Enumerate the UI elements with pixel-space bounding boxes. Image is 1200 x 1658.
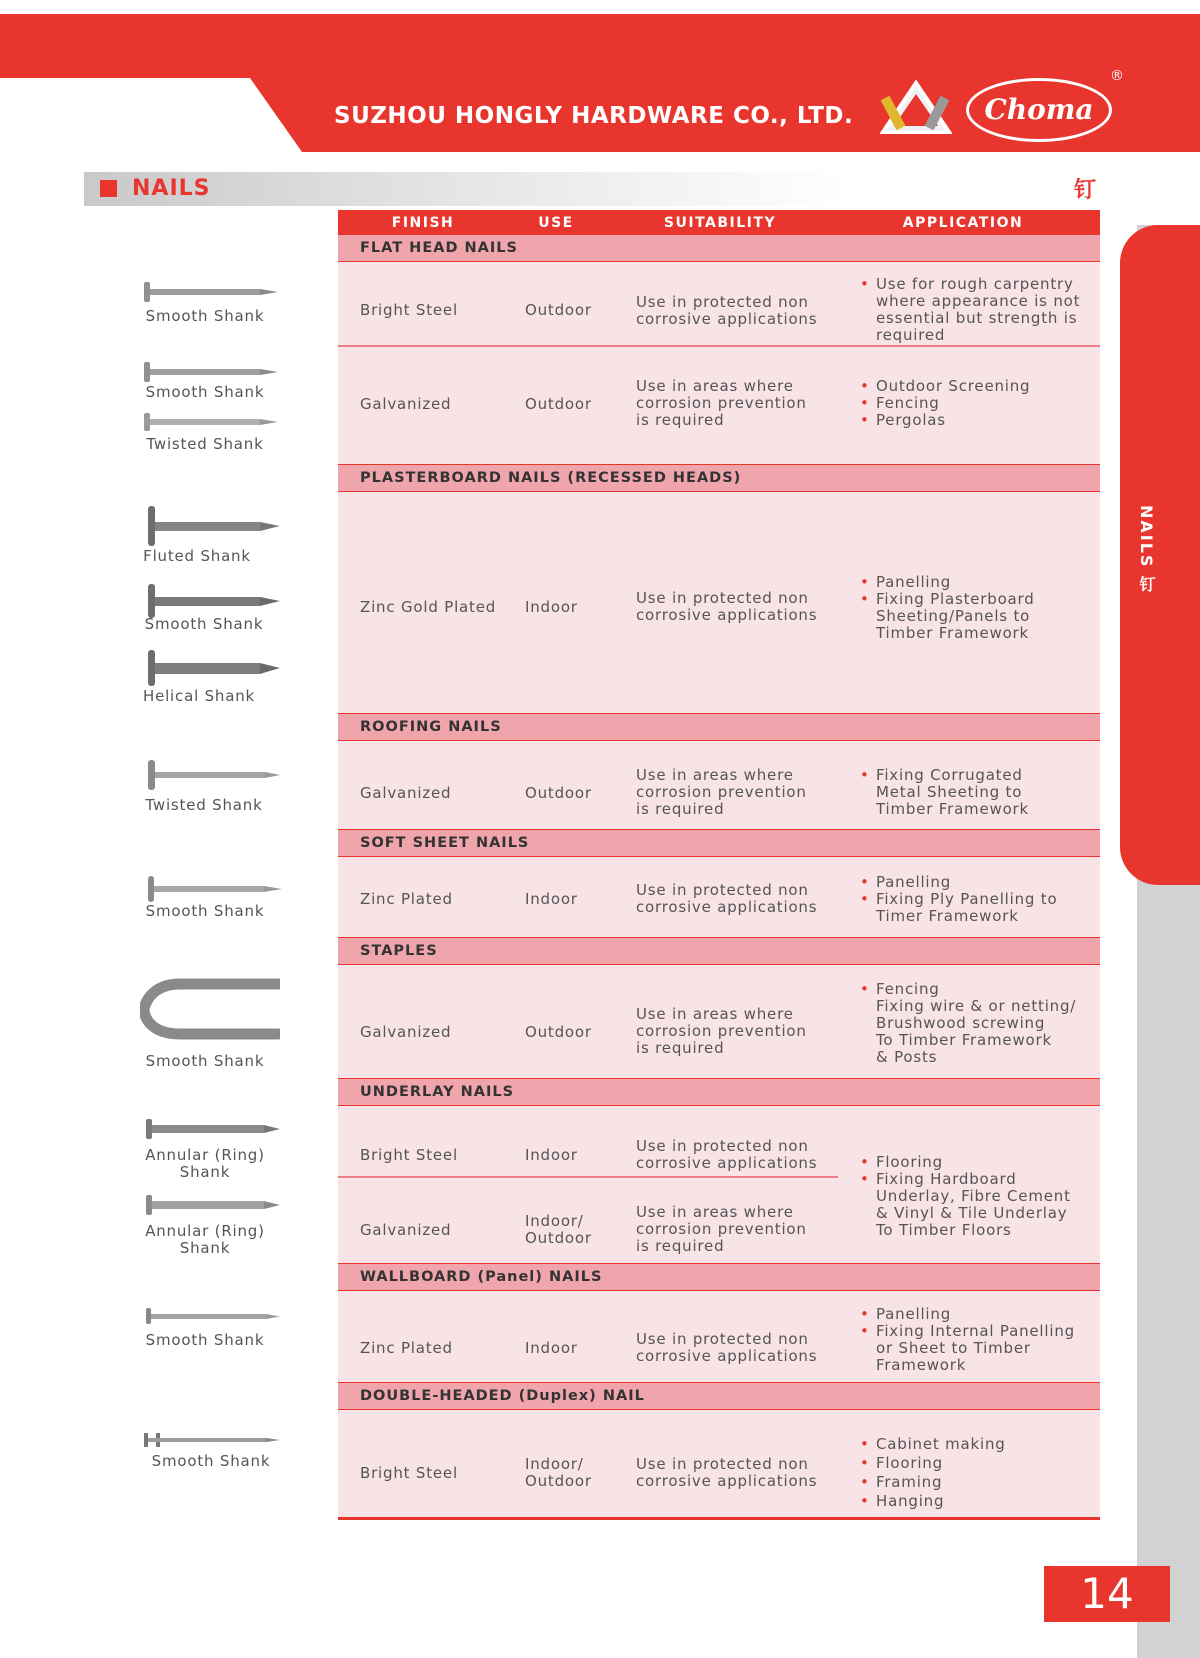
category-title: WALLBOARD (Panel) NAILS — [360, 1269, 603, 1285]
text-line: Outdoor — [525, 1471, 592, 1490]
nail-image — [142, 1118, 282, 1140]
text-line: Use in areas where — [636, 377, 794, 395]
cell-finish: Galvanized — [360, 1023, 452, 1041]
category-band — [338, 234, 1100, 262]
nail-image — [140, 361, 280, 383]
nail-image — [140, 412, 280, 432]
section-title-bar — [84, 172, 1100, 206]
cell-finish: Galvanized — [360, 1221, 452, 1239]
row-divider — [338, 345, 1100, 347]
nail-label: Smooth Shank — [145, 383, 265, 401]
company-name: SUZHOU HONGLY HARDWARE CO., LTD. — [334, 103, 854, 129]
cell-use: Outdoor — [525, 784, 592, 802]
cell-application — [858, 378, 1030, 429]
cell-use: Outdoor — [525, 301, 592, 319]
category-band — [338, 464, 1100, 492]
category-title: UNDERLAY NAILS — [360, 1084, 515, 1100]
table-header — [338, 210, 1100, 234]
cell-application — [858, 1435, 1006, 1511]
application-item: • Flooring — [858, 1454, 1006, 1473]
nail-label: Smooth Shank — [144, 615, 264, 633]
text-line: corrosive applications — [636, 1471, 818, 1490]
text-line: Outdoor — [525, 1228, 592, 1247]
text-line: corrosion prevention — [636, 782, 807, 801]
company-logo-icon — [880, 80, 952, 136]
nail-image — [142, 1431, 282, 1449]
nail-label: Helical Shank — [142, 687, 256, 705]
application-item: required — [876, 326, 946, 344]
cell-finish: Zinc Gold Plated — [360, 598, 497, 616]
application-item: • Fencing — [858, 395, 1030, 412]
application-item: Timer Framework — [876, 907, 1019, 925]
nail-label: Smooth Shank — [145, 307, 265, 325]
text-line: is required — [636, 799, 725, 818]
page-number: 14 — [1080, 1569, 1134, 1618]
header-application: APPLICATION — [902, 215, 1024, 231]
cell-suitability — [636, 1204, 807, 1254]
cell-application — [858, 874, 1057, 925]
application-item: & Posts — [876, 1048, 938, 1066]
application-item: • Hanging — [858, 1492, 1006, 1511]
nail-label: Smooth Shank — [145, 902, 265, 920]
cell-use: Indoor — [525, 1339, 578, 1357]
nail-label: Smooth Shank — [145, 1331, 265, 1349]
cell-application — [858, 1154, 1071, 1239]
text-line: is required — [636, 1236, 725, 1255]
application-item: • Fixing Hardboard — [858, 1171, 1071, 1188]
application-item: essential but strength is — [876, 309, 1078, 327]
nail-label: Fluted Shank — [143, 547, 251, 565]
text-line: corrosion prevention — [636, 393, 807, 412]
application-item: • Panelling — [858, 574, 1035, 591]
staple-image — [140, 976, 280, 1042]
nail-image — [142, 1307, 282, 1325]
nail-label: Annular (Ring) — [145, 1222, 265, 1240]
application-item: • Outdoor Screening — [858, 378, 1030, 395]
cell-suitability — [636, 1331, 817, 1365]
text-line: Use in areas where — [636, 766, 794, 784]
cell-application — [858, 276, 1080, 344]
nail-label: Twisted Shank — [146, 435, 264, 453]
cell-suitability — [636, 1138, 817, 1172]
header-suitability: SUITABILITY — [663, 215, 777, 231]
category-band — [338, 1078, 1100, 1106]
text-line: Use in protected non — [636, 589, 809, 607]
application-item: Brushwood screwing — [876, 1014, 1046, 1032]
text-line: Use in protected non — [636, 1137, 809, 1155]
nail-label: Twisted Shank — [145, 796, 263, 814]
header-band — [0, 14, 1200, 78]
cell-use: Indoor — [525, 598, 578, 616]
cell-application — [858, 1306, 1075, 1374]
application-item: Timber Framework — [876, 624, 1029, 642]
text-line: corrosion prevention — [636, 1021, 807, 1040]
cell-finish: Bright Steel — [360, 301, 458, 319]
nail-image — [140, 280, 280, 304]
cell-use: Indoor — [525, 1146, 578, 1164]
nail-label: Annular (Ring) — [145, 1146, 265, 1164]
category-band — [338, 1382, 1100, 1410]
text-line: corrosive applications — [636, 897, 818, 916]
text-line: Use in protected non — [636, 1455, 809, 1473]
application-item: • Panelling — [858, 874, 1057, 891]
application-item: • Use for rough carpentry — [858, 276, 1080, 293]
cell-finish: Zinc Plated — [360, 890, 453, 908]
application-item: or Sheet to Timber — [876, 1339, 1031, 1357]
application-item: Timber Framework — [876, 800, 1029, 818]
application-item: • Fixing Plasterboard — [858, 591, 1035, 608]
category-title: PLASTERBOARD NAILS (RECESSED HEADS) — [360, 470, 742, 486]
nail-label: Shank — [179, 1163, 231, 1181]
category-title: ROOFING NAILS — [360, 719, 502, 735]
text-line: corrosive applications — [636, 1346, 818, 1365]
text-line: Indoor/ — [525, 1212, 584, 1230]
application-item: • Flooring — [858, 1154, 1071, 1171]
section-marker — [100, 180, 117, 197]
table-bottom-rule — [338, 1517, 1100, 1520]
cell-suitability — [636, 1006, 807, 1056]
header-use: USE — [538, 215, 574, 231]
text-line: is required — [636, 1038, 725, 1057]
application-item: • Fixing Corrugated — [858, 767, 1029, 784]
cell-finish: Galvanized — [360, 784, 452, 802]
category-band — [338, 829, 1100, 857]
text-line: Use in areas where — [636, 1005, 794, 1023]
application-item: • Pergolas — [858, 412, 1030, 429]
text-line: corrosive applications — [636, 1153, 818, 1172]
nail-label: Smooth Shank — [151, 1452, 271, 1470]
cell-use: Outdoor — [525, 395, 592, 413]
side-tab-label: NAILS 钉 — [1137, 505, 1156, 595]
application-item: Metal Sheeting to — [876, 783, 1023, 801]
cell-use: Outdoor — [525, 1023, 592, 1041]
application-item: • Framing — [858, 1473, 1006, 1492]
application-item: • Fixing Internal Panelling — [858, 1323, 1075, 1340]
application-item: Framework — [876, 1356, 967, 1374]
cell-suitability — [636, 294, 817, 328]
cell-application — [858, 574, 1035, 642]
section-title: NAILS — [132, 176, 211, 201]
cell-finish: Galvanized — [360, 395, 452, 413]
cell-finish: Bright Steel — [360, 1146, 458, 1164]
cell-suitability — [636, 590, 817, 624]
nail-image — [142, 760, 282, 790]
row-divider — [338, 1176, 838, 1178]
category-title: DOUBLE-HEADED (Duplex) NAIL — [360, 1388, 645, 1404]
text-line: corrosive applications — [636, 309, 818, 328]
text-line: corrosive applications — [636, 605, 818, 624]
cell-finish: Bright Steel — [360, 1464, 458, 1482]
cell-application — [858, 981, 1076, 1066]
application-item: Fixing wire & or netting/ — [876, 997, 1077, 1015]
text-line: Use in protected non — [636, 1330, 809, 1348]
header-finish: FINISH — [391, 215, 455, 231]
text-line: Indoor/ — [525, 1455, 584, 1473]
nail-image — [142, 876, 282, 902]
cell-use — [525, 1456, 592, 1490]
cell-suitability — [636, 1456, 817, 1490]
cell-suitability — [636, 767, 807, 817]
application-item: Underlay, Fibre Cement — [876, 1187, 1071, 1205]
nail-image — [142, 584, 282, 618]
cell-suitability — [636, 882, 817, 916]
application-item: • Cabinet making — [858, 1435, 1006, 1454]
application-item: & Vinyl & Tile Underlay — [876, 1204, 1068, 1222]
application-item: To Timber Floors — [876, 1221, 1012, 1239]
application-item: • Fencing — [858, 981, 1076, 998]
nail-image — [142, 650, 282, 686]
application-item: Sheeting/Panels to — [876, 607, 1031, 625]
category-band — [338, 937, 1100, 965]
text-line: Use in protected non — [636, 293, 809, 311]
text-line: corrosion prevention — [636, 1219, 807, 1238]
application-item: To Timber Framework — [876, 1031, 1052, 1049]
nail-label: Shank — [179, 1239, 231, 1257]
brand-logo: Choma — [966, 78, 1112, 142]
nail-label: Smooth Shank — [145, 1052, 265, 1070]
nail-image — [142, 506, 282, 546]
category-title: FLAT HEAD NAILS — [360, 240, 518, 256]
category-title: STAPLES — [360, 943, 438, 959]
cell-suitability — [636, 378, 807, 428]
application-item: • Panelling — [858, 1306, 1075, 1323]
registered-mark: ® — [1110, 68, 1124, 84]
application-item: • Fixing Ply Panelling to — [858, 891, 1057, 908]
cell-use — [525, 1213, 592, 1247]
text-line: is required — [636, 410, 725, 429]
cell-use: Indoor — [525, 890, 578, 908]
application-item: where appearance is not — [876, 292, 1081, 310]
nail-image — [142, 1194, 282, 1216]
text-line: Use in areas where — [636, 1203, 794, 1221]
section-title-chinese: 钉 — [1074, 178, 1097, 203]
category-band — [338, 1263, 1100, 1291]
text-line: Use in protected non — [636, 881, 809, 899]
category-title: SOFT SHEET NAILS — [360, 835, 530, 851]
cell-application — [858, 767, 1029, 818]
category-band — [338, 713, 1100, 741]
nails-table — [338, 210, 1100, 1520]
cell-finish: Zinc Plated — [360, 1339, 453, 1357]
